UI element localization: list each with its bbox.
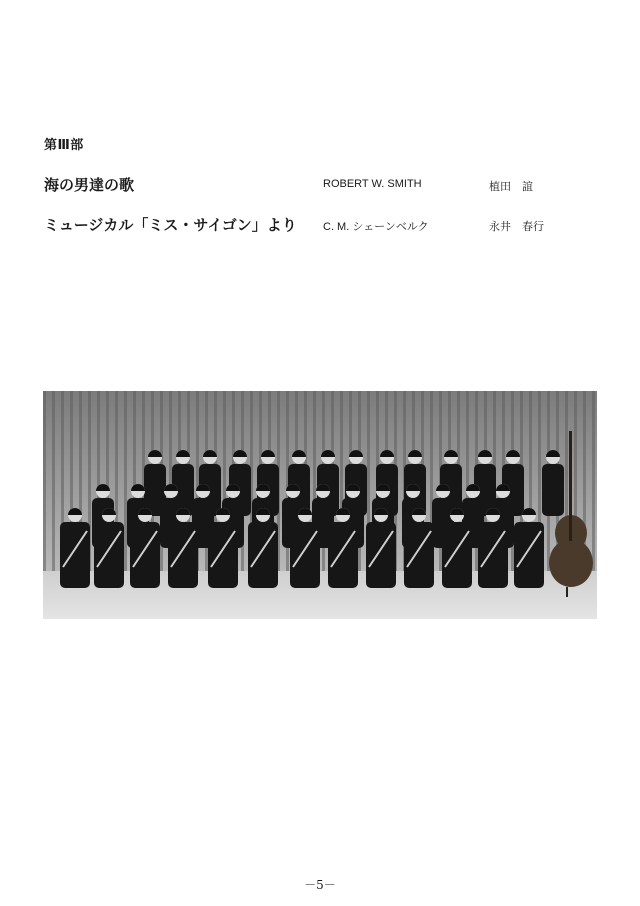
piece-title: 海の男達の歌 bbox=[44, 176, 135, 194]
composer-name: ROBERT W. SMITH bbox=[323, 178, 422, 190]
piece-title: ミュージカル「ミス・サイゴン」より bbox=[44, 216, 297, 234]
program-item bbox=[44, 174, 604, 196]
section-title: 第Ⅲ部 bbox=[44, 138, 84, 153]
program-item bbox=[44, 214, 604, 236]
composer-name: C. M. シェーンベルク bbox=[323, 221, 429, 233]
page-number: －5－ bbox=[304, 878, 336, 892]
band-group-photo bbox=[43, 391, 597, 619]
photo-graphic bbox=[43, 391, 597, 619]
arranger-name: 植田 誼 bbox=[489, 180, 533, 193]
arranger-name: 永井 春行 bbox=[489, 220, 544, 233]
